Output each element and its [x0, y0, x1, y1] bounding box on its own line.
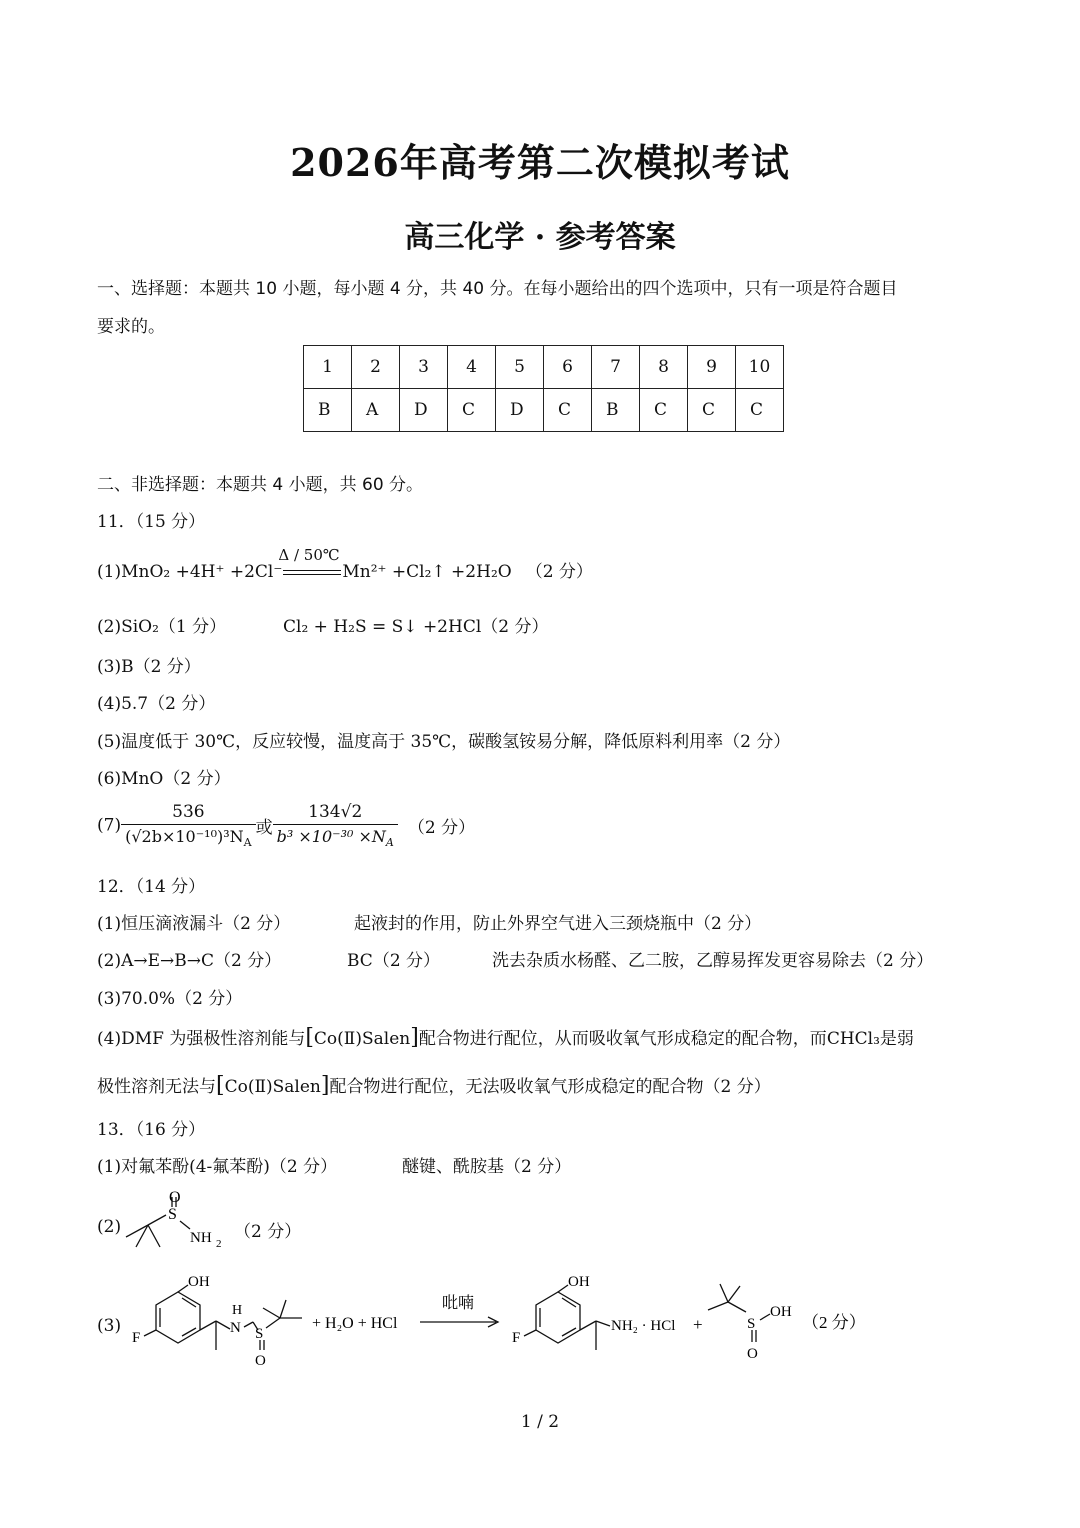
q11-p7-label: (7): [97, 815, 122, 836]
q11-p7-denominator1-sub: A: [243, 836, 252, 850]
table-cell: D: [400, 389, 448, 432]
table-cell: C: [544, 389, 592, 432]
q11-p1-right: Mn²⁺ +Cl₂↑ +2H₂O: [342, 562, 512, 582]
q13-p3-label: (3): [97, 1316, 122, 1336]
q11-p3: (3)B（2 分）: [97, 657, 201, 677]
table-cell: 7: [592, 346, 640, 389]
q11-p1-arrow: [278, 546, 342, 582]
q12-p4-chcl3: CHCl₃: [826, 1029, 880, 1049]
q11-p1-score: （2 分）: [525, 562, 593, 582]
amine-label: NH: [190, 1230, 212, 1246]
q12-header: 12．（14 分）: [97, 877, 206, 897]
q11-p1-label: (1): [97, 562, 122, 582]
reactant-fluorine: F: [132, 1330, 141, 1346]
table-cell: A: [352, 389, 400, 432]
page-title: 2026年高考第二次模拟考试: [290, 140, 790, 185]
q11-p4: (4)5.7（2 分）: [97, 694, 216, 714]
q13-p3-score: （2 分）: [802, 1313, 866, 1332]
q11-p7-fraction1: [121, 802, 256, 849]
section1-heading-line1: 一、选择题：本题共 10 小题，每小题 4 分，共 40 分。在每小题给出的四个选项中，只有一项是符合题目: [97, 279, 898, 299]
q12-p1-b: 起液封的作用，防止外界空气进入三颈烧瓶中（2 分）: [354, 914, 762, 934]
q11-part1: [97, 546, 593, 582]
q11-p2-equation: Cl₂ + H₂S = S↓ +2HCl: [283, 617, 482, 637]
q12-p4-a: (4)DMF 为强极性溶剂能与: [97, 1029, 306, 1049]
reaction-reagents: + H₂O + HCl: [312, 1315, 398, 1332]
q11-p7-fraction2: [273, 802, 398, 849]
reaction-plus: +: [693, 1315, 703, 1334]
table-cell: 3: [400, 346, 448, 389]
table-cell: 10: [736, 346, 784, 389]
q12-p4-e: 配合物进行配位，无法吸收氧气形成稳定的配合物（2 分）: [329, 1077, 771, 1097]
q13-p1-b: 醚键、酰胺基（2 分）: [402, 1157, 572, 1177]
q11-p5: (5)温度低于 30℃，反应较慢，温度高于 35℃，碳酸氢铵易分解，降低原料利用率（2 分）: [97, 732, 791, 752]
answer-table-answer-row: [304, 389, 784, 432]
answer-table-number-row: [304, 346, 784, 389]
q12-p3: (3)70.0%（2 分）: [97, 989, 243, 1009]
q11-p1-left: MnO₂ +4H⁺ +2Cl⁻: [121, 562, 283, 582]
q12-p2-a: (2)A→E→B→C（2 分）: [97, 951, 282, 971]
table-cell: C: [688, 389, 736, 432]
section2-heading: 二、非选择题：本题共 4 小题，共 60 分。: [97, 475, 424, 495]
q12-p4-b: 配合物进行配位，从而吸收氧气形成稳定的配合物，而: [418, 1029, 827, 1049]
product-hydroxyl: OH: [568, 1274, 590, 1290]
table-cell: C: [448, 389, 496, 432]
q13-p1-a: (1)对氟苯酚(4-氟苯酚)（2 分）: [97, 1157, 338, 1177]
answer-table: [303, 345, 784, 432]
reactant-oxygen: O: [255, 1353, 266, 1369]
q13-p2-label: (2): [97, 1217, 122, 1237]
reactant-nitrogen: N: [230, 1320, 241, 1336]
q12-p2-b: BC（2 分）: [347, 951, 441, 971]
reaction-scheme: [118, 1270, 878, 1370]
q13-header: 13．（16 分）: [97, 1120, 206, 1140]
table-cell: 5: [496, 346, 544, 389]
q11-header: 11．（15 分）: [97, 512, 206, 532]
product-amine-salt: NH₂ · HCl: [611, 1318, 676, 1334]
q11-p7-or: 或: [255, 818, 273, 839]
q13-p2-score: （2 分）: [234, 1222, 302, 1242]
q12-p4-c: 是弱: [879, 1029, 914, 1049]
reactant-hydrogen: H: [232, 1303, 243, 1318]
reaction-condition: 吡喃: [442, 1295, 475, 1312]
q12-p4-line1: (4)DMF 为强极性溶剂能与[Co(Ⅱ)Salen]配合物进行配位，从而吸收氧气形成稳定的配合物，而CHCl₃是弱: [97, 1025, 914, 1050]
product-oxygen: O: [747, 1346, 758, 1362]
q12-p4-line2: 极性溶剂无法与[Co(Ⅱ)Salen]配合物进行配位，无法吸收氧气形成稳定的配合物（2 分）: [97, 1073, 771, 1098]
product-sulfur: S: [747, 1316, 756, 1332]
table-cell: 4: [448, 346, 496, 389]
q12-complex-2: Co(Ⅱ)Salen: [224, 1077, 321, 1097]
q11-p7-numerator1: 536: [121, 802, 256, 825]
q12-p2-c: 洗去杂质水杨醛、乙二胺，乙醇易挥发更容易除去（2 分）: [492, 951, 934, 971]
table-cell: D: [496, 389, 544, 432]
q11-p6: (6)MnO（2 分）: [97, 769, 231, 789]
reactant-hydroxyl: OH: [188, 1274, 210, 1290]
q12-p1-a: (1)恒压滴液漏斗（2 分）: [97, 914, 291, 934]
table-cell: 1: [304, 346, 352, 389]
sulfinamide-structure: [118, 1185, 238, 1265]
q11-p2-score: （2 分）: [481, 617, 549, 637]
q12-complex-1: Co(Ⅱ)Salen: [313, 1029, 411, 1049]
q11-p2-b: [283, 612, 549, 637]
table-cell: B: [304, 389, 352, 432]
table-cell: 2: [352, 346, 400, 389]
table-cell: C: [640, 389, 688, 432]
q11-p7-numerator2: 134√2: [273, 802, 398, 825]
product-fluorine: F: [512, 1330, 521, 1346]
q11-p7-denominator2-sub: A: [385, 836, 394, 850]
amine-subscript: 2: [216, 1238, 222, 1250]
table-cell: C: [736, 389, 784, 432]
oxygen-atom: O: [169, 1189, 181, 1206]
table-cell: 8: [640, 346, 688, 389]
q11-p7-denominator1: (√2b×10⁻¹⁰)³N: [125, 827, 244, 846]
page-number: 1 / 2: [520, 1412, 560, 1432]
table-cell: 6: [544, 346, 592, 389]
reactant-sulfur: S: [255, 1326, 264, 1342]
page-subtitle: 高三化学 · 参考答案: [404, 220, 676, 255]
table-cell: B: [592, 389, 640, 432]
product-hydroxyl-2: OH: [770, 1304, 792, 1320]
section1-heading-line2: 要求的。: [97, 317, 165, 337]
q11-p7-denominator2: b³ ×10⁻³⁰ ×N: [276, 827, 386, 846]
q12-p4-d: 极性溶剂无法与: [97, 1077, 216, 1097]
table-cell: 9: [688, 346, 736, 389]
q11-p1-condition: Δ / 50℃: [278, 546, 340, 564]
q11-p7-score: （2 分）: [407, 818, 476, 839]
sulfur-atom: S: [168, 1206, 177, 1223]
q11-p2-a: (2)SiO₂（1 分）: [97, 617, 227, 637]
q11-part7: [97, 802, 475, 849]
